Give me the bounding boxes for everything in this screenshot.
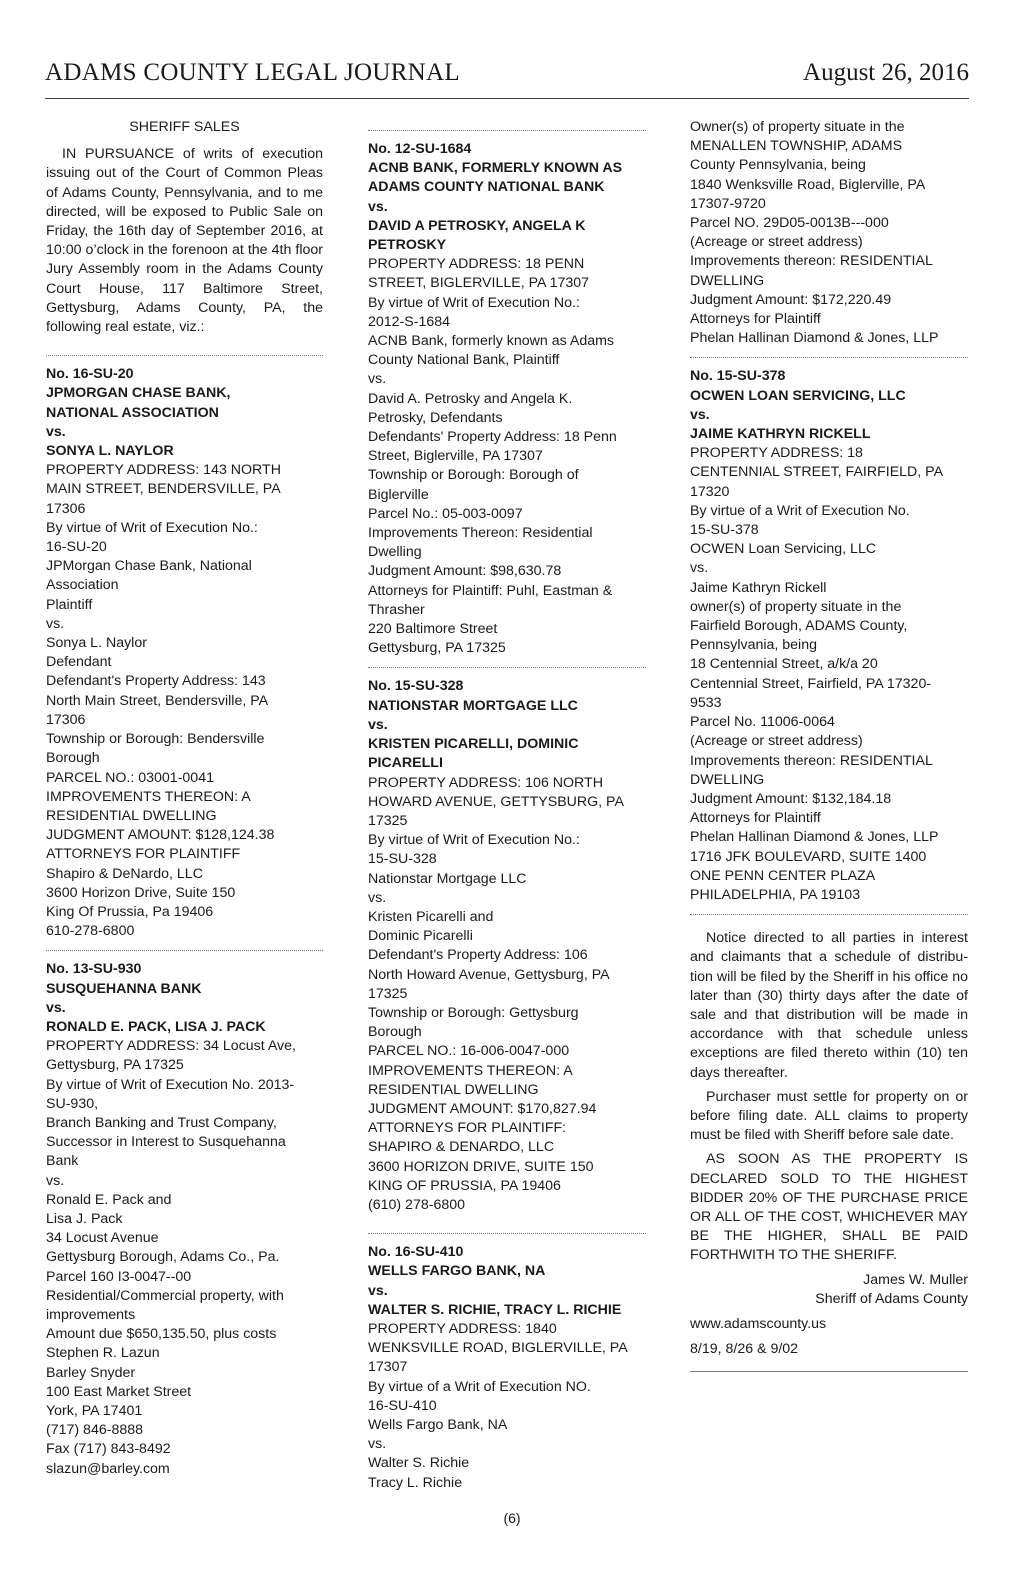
case-line: Centennial Street, Fairfield, PA 17320- (690, 675, 932, 692)
case-line: 17325 (368, 812, 408, 829)
case-line: MENALLEN TOWNSHIP, ADAMS (690, 138, 903, 155)
case-line: JUDGMENT AMOUNT: $128,124.38 (46, 827, 275, 844)
case-line: 18 Centennial Street, a/k/a 20 (690, 656, 878, 673)
case-line: David A. Petrosky and Angela K. (368, 390, 573, 407)
case-line: DWELLING (690, 272, 765, 289)
case-line: Owner(s) of property situate in the (690, 119, 905, 135)
case-line: Pennsylvania, being (690, 637, 817, 654)
case-line: County National Bank, Plaintiff (368, 352, 560, 369)
case-line: STREET, BIGLERVILLE, PA 17307 (368, 275, 590, 292)
case-line: Sonya L. Naylor (46, 635, 147, 652)
case-line: 17307 (368, 1359, 408, 1376)
case-line: Phelan Hallinan Diamond & Jones, LLP (690, 829, 939, 846)
case-line: CENTENNIAL STREET, FAIRFIELD, PA (690, 464, 944, 481)
journal-title: ADAMS COUNTY LEGAL JOURNAL (45, 59, 460, 86)
case-line: Amount due $650,135.50, plus costs (46, 1326, 277, 1343)
case-line: Improvements thereon: RESIDENTIAL (690, 752, 933, 769)
case-line: Dominic Picarelli (368, 928, 473, 945)
plaintiff-name: SUSQUEHANNA BANK (46, 980, 202, 997)
case-line: Parcel No.: 05-003-0097 (368, 505, 523, 522)
publication-dates: 8/19, 8/26 & 9/02 (690, 1341, 799, 1358)
case-line: Township or Borough: Bendersville (46, 731, 265, 748)
intro-paragraph: IN PURSUANCE of writs of execution issuing out of the Court of Common Pleas of Adams County, Pennsylvania, and to me directed, will be exposed to Public Sale on Friday, the 16th day of September 2016, at 10:00 o’clock in the forenoon at the 4th floor Jury Assembly room in the Adams County Court House, 117 Baltimore Street, Gettysburg, Adams County, PA, the following real estate, viz.: (46, 146, 323, 336)
case-line: Attorneys for Plaintiff: Puhl, Eastman & (368, 582, 613, 599)
case-line: Walter S. Richie (368, 1455, 470, 1472)
case-line: 34 Locust Avenue (46, 1230, 159, 1247)
case-line: North Howard Avenue, Gettysburg, PA (368, 966, 610, 983)
case-line: PARCEL NO.: 03001-0041 (46, 769, 214, 786)
case-line: North Main Street, Bendersville, PA (46, 692, 269, 709)
case-line: Lisa J. Pack (46, 1210, 123, 1227)
case-line: Defendants' Property Address: 18 Penn (368, 429, 617, 446)
case-line: Improvements Thereon: Residential (368, 525, 593, 542)
case-16-su-410-continued (690, 118, 968, 348)
case-line: Ronald E. Pack and (46, 1191, 172, 1208)
case-16-su-410 (368, 1243, 646, 1493)
case-line: PROPERTY ADDRESS: 34 Locust Ave, (46, 1038, 296, 1055)
case-line: Dwelling (368, 544, 422, 561)
case-line: Judgment Amount: $172,220.49 (690, 291, 892, 308)
case-line: 9533 (690, 694, 722, 711)
case-line: Gettysburg, PA 17325 (46, 1057, 184, 1074)
case-line: SHAPIRO & DENARDO, LLC (368, 1139, 555, 1156)
case-line: 3600 Horizon Drive, Suite 150 (46, 884, 236, 901)
versus: vs. (368, 1282, 388, 1299)
case-13-su-930 (46, 960, 323, 1478)
defendant-name: RONALD E. PACK, LISA J. PACK (46, 1018, 266, 1035)
case-line: vs. (368, 889, 387, 906)
case-line: By virtue of Writ of Execution No.: (368, 294, 580, 311)
case-line: (Acreage or street address) (690, 234, 863, 251)
case-line: Judgment Amount: $132,184.18 (690, 790, 892, 807)
case-line: Gettysburg, PA 17325 (368, 640, 506, 657)
column-2 (368, 118, 646, 1493)
case-line: vs. (46, 1172, 65, 1189)
case-line: Gettysburg Borough, Adams Co., Pa. (46, 1249, 280, 1266)
case-line: Residential/Commercial property, with (46, 1287, 284, 1304)
case-line: By virtue of a Writ of Execution No. (690, 502, 910, 519)
case-line: 2012-S-1684 (368, 313, 451, 330)
case-line: Shapiro & DeNardo, LLC (46, 865, 203, 882)
divider (368, 667, 646, 668)
versus: vs. (690, 406, 710, 423)
case-line: 17307-9720 (690, 195, 766, 212)
plaintiff-name: OCWEN LOAN SERVICING, LLC (690, 387, 906, 404)
divider (46, 950, 323, 951)
case-line: vs. (368, 1436, 387, 1453)
case-line: Judgment Amount: $98,630.78 (368, 563, 562, 580)
case-line: 17320 (690, 483, 730, 500)
case-line: (610) 278-6800 (368, 1196, 466, 1213)
case-line: Biglerville (368, 486, 429, 503)
divider (690, 914, 968, 915)
case-line: DWELLING (690, 771, 765, 788)
sheriff-name: James W. Muller (863, 1271, 968, 1288)
case-line: KING OF PRUSSIA, PA 19406 (368, 1177, 561, 1194)
case-line: Improvements thereon: RESIDENTIAL (690, 253, 933, 270)
case-line: By virtue of Writ of Execution No.: (46, 519, 258, 536)
divider (690, 1371, 968, 1372)
case-line: Phelan Hallinan Diamond & Jones, LLP (690, 330, 939, 347)
case-number: No. 12-SU-1684 (368, 141, 472, 157)
case-line: OCWEN Loan Servicing, LLC (690, 541, 877, 558)
journal-header (45, 55, 969, 99)
case-line: By virtue of Writ of Execution No. 2013- (46, 1076, 295, 1093)
case-line: JUDGMENT AMOUNT: $170,827.94 (368, 1100, 597, 1117)
case-line: Wells Fargo Bank, NA (368, 1417, 508, 1433)
case-line: PROPERTY ADDRESS: 18 (690, 445, 863, 462)
case-line: 1716 JFK BOULEVARD, SUITE 1400 (690, 848, 927, 865)
plaintiff-name: ACNB BANK, FORMERLY KNOWN AS (368, 160, 623, 177)
case-line: 16-SU-20 (46, 539, 107, 556)
county-website-link[interactable]: www.adamscounty.us (690, 1315, 827, 1332)
case-line: 1840 Wenksville Road, Biglerville, PA (690, 176, 926, 193)
case-line: Parcel No. 11006-0064 (690, 714, 835, 731)
case-line: Fax (717) 843-8492 (46, 1441, 171, 1458)
case-line: RESIDENTIAL DWELLING (368, 1081, 539, 1098)
case-line: WENKSVILLE ROAD, BIGLERVILLE, PA (368, 1340, 628, 1357)
case-line: Kristen Picarelli and (368, 908, 494, 925)
case-number: No. 16-SU-20 (46, 366, 134, 383)
case-line: improvements (46, 1306, 136, 1323)
case-line: Petrosky, Defendants (368, 409, 503, 426)
case-16-su-20 (46, 365, 323, 941)
case-line: Defendant's Property Address: 143 (46, 673, 266, 690)
case-line: 100 East Market Street (46, 1383, 192, 1400)
versus: vs. (46, 423, 66, 440)
distribution-notice: Notice directed to all parties in interest and claimants that a schedule of distribu-tion will be filed by the Sheriff in his office no later than (30) thirty days after the date of sale and that distribution will be made in accordance with that schedule unless exceptions are filed thereto within (10) ten days thereafter. (690, 930, 968, 1081)
case-line: 3600 HORIZON DRIVE, SUITE 150 (368, 1158, 594, 1175)
plaintiff-name: JPMORGAN CHASE BANK, (46, 385, 231, 402)
case-line: ACNB Bank, formerly known as Adams (368, 333, 615, 350)
case-line: Attorneys for Plaintiff (690, 810, 821, 827)
plaintiff-name: WELLS FARGO BANK, NA (368, 1263, 546, 1280)
defendant-name: JAIME KATHRYN RICKELL (690, 426, 871, 443)
defendant-name: DAVID A PETROSKY, ANGELA K (368, 217, 586, 234)
defendant-name: PICARELLI (368, 755, 443, 772)
versus: vs. (46, 999, 66, 1016)
sheriff-title: Sheriff of Adams County (815, 1290, 968, 1307)
case-line: vs. (690, 560, 709, 577)
case-line: Parcel 160 I3-0047--00 (46, 1268, 192, 1285)
case-line: ATTORNEYS FOR PLAINTIFF (46, 846, 241, 863)
case-line: PROPERTY ADDRESS: 1840 (368, 1320, 557, 1337)
case-line: PROPERTY ADDRESS: 143 NORTH (46, 462, 281, 479)
case-line: Township or Borough: Borough of (368, 467, 579, 484)
case-line: vs. (368, 371, 387, 388)
case-12-su-1684 (368, 140, 646, 658)
case-15-su-328 (368, 677, 646, 1215)
case-line: Jaime Kathryn Rickell (690, 579, 827, 596)
case-line: King Of Prussia, Pa 19406 (46, 903, 214, 920)
case-line: County Pennsylvania, being (690, 157, 866, 174)
issue-date: August 26, 2016 (803, 59, 969, 86)
case-line: PROPERTY ADDRESS: 106 NORTH (368, 774, 603, 791)
case-line: MAIN STREET, BENDERSVILLE, PA (46, 481, 281, 498)
case-line: HOWARD AVENUE, GETTYSBURG, PA (368, 793, 624, 810)
case-15-su-378 (690, 367, 968, 905)
case-line: ONE PENN CENTER PLAZA (690, 867, 876, 884)
case-line: By virtue of Writ of Execution No.: (368, 832, 580, 849)
case-line: York, PA 17401 (46, 1403, 143, 1419)
divider (368, 130, 646, 131)
case-line: Thrasher (368, 601, 425, 618)
case-line: Fairfield Borough, ADAMS County, (690, 618, 908, 635)
case-line: Borough (46, 750, 100, 767)
plaintiff-name: ADAMS COUNTY NATIONAL BANK (368, 179, 605, 196)
case-line: 17306 (46, 500, 86, 517)
case-line: Attorneys for Plaintiff (690, 311, 821, 328)
case-line: vs. (46, 615, 65, 632)
case-line: 15-SU-328 (368, 851, 437, 868)
case-line: ATTORNEYS FOR PLAINTIFF: (368, 1120, 567, 1137)
case-line: PARCEL NO.: 16-006-0047-000 (368, 1043, 570, 1060)
case-line: PHILADELPHIA, PA 19103 (690, 886, 861, 903)
case-line: Tracy L. Richie (368, 1474, 463, 1491)
case-line: SU-930, (46, 1095, 99, 1112)
section-heading: SHERIFF SALES (129, 119, 240, 135)
case-number: No. 13-SU-930 (46, 961, 142, 978)
case-line: Township or Borough: Gettysburg (368, 1004, 579, 1021)
case-line: IMPROVEMENTS THEREON: A (368, 1062, 573, 1079)
case-number: No. 16-SU-410 (368, 1244, 464, 1261)
case-line: RESIDENTIAL DWELLING (46, 807, 217, 824)
case-line: Nationstar Mortgage LLC (368, 870, 527, 887)
versus: vs. (368, 198, 388, 215)
email-line: slazun@barley.com (46, 1460, 170, 1477)
case-line: JPMorgan Chase Bank, National (46, 558, 252, 575)
case-number: No. 15-SU-378 (690, 368, 786, 385)
case-line: Successor in Interest to Susquehanna (46, 1134, 286, 1151)
case-number: No. 15-SU-328 (368, 678, 464, 695)
plaintiff-name: NATIONAL ASSOCIATION (46, 404, 219, 421)
case-line: Bank (46, 1153, 79, 1170)
divider (690, 357, 968, 358)
case-line: By virtue of a Writ of Execution NO. (368, 1378, 591, 1395)
case-line: (Acreage or street address) (690, 733, 863, 750)
plaintiff-name: NATIONSTAR MORTGAGE LLC (368, 697, 578, 714)
versus: vs. (368, 716, 388, 733)
case-line: 15-SU-378 (690, 522, 759, 539)
column-3 (690, 118, 968, 1372)
case-line: Barley Snyder (46, 1364, 136, 1381)
payment-notice: AS SOON AS THE PROPERTY IS DECLARED SOLD TO THE HIGHEST BIDDER 20% OF THE PURCHASE PRICE OR ALL OF THE COST, WHICHEVER MAY BE THE HIGHER, SHALL BE PAID FORTHWITH TO THE SHERIFF. (690, 1151, 968, 1264)
case-line: owner(s) of property situate in the (690, 598, 902, 615)
case-line: Street, Biglerville, PA 17307 (368, 448, 543, 465)
case-line: (717) 846-8888 (46, 1422, 144, 1439)
case-line: Defendant's Property Address: 106 (368, 947, 588, 964)
case-line: Parcel NO. 29D05-0013B---000 (690, 215, 889, 232)
case-line: 17306 (46, 711, 86, 728)
purchaser-notice: Purchaser must settle for property on or before filing date. ALL claims to property must be filed with Sheriff before sale date. (690, 1088, 968, 1144)
case-line: 16-SU-410 (368, 1397, 437, 1414)
defendant-name: PETROSKY (368, 237, 447, 254)
case-line: Defendant (46, 654, 112, 671)
case-line: 610-278-6800 (46, 923, 135, 940)
case-line: Stephen R. Lazun (46, 1345, 160, 1362)
case-line: 220 Baltimore Street (368, 621, 498, 638)
case-line: PROPERTY ADDRESS: 18 PENN (368, 256, 585, 273)
case-line: Association (46, 577, 119, 594)
defendant-name: SONYA L. NAYLOR (46, 443, 174, 460)
defendant-name: KRISTEN PICARELLI, DOMINIC (368, 736, 579, 753)
case-line: Branch Banking and Trust Company, (46, 1114, 277, 1131)
case-line: IMPROVEMENTS THEREON: A (46, 788, 251, 805)
divider (46, 355, 323, 356)
defendant-name: WALTER S. RICHIE, TRACY L. RICHIE (368, 1301, 622, 1318)
case-line: Plaintiff (46, 596, 93, 613)
page-number: (6) (503, 1510, 521, 1526)
case-line: Borough (368, 1024, 422, 1041)
case-line: 17325 (368, 985, 408, 1002)
column-1 (46, 118, 323, 1479)
divider (368, 1233, 646, 1234)
